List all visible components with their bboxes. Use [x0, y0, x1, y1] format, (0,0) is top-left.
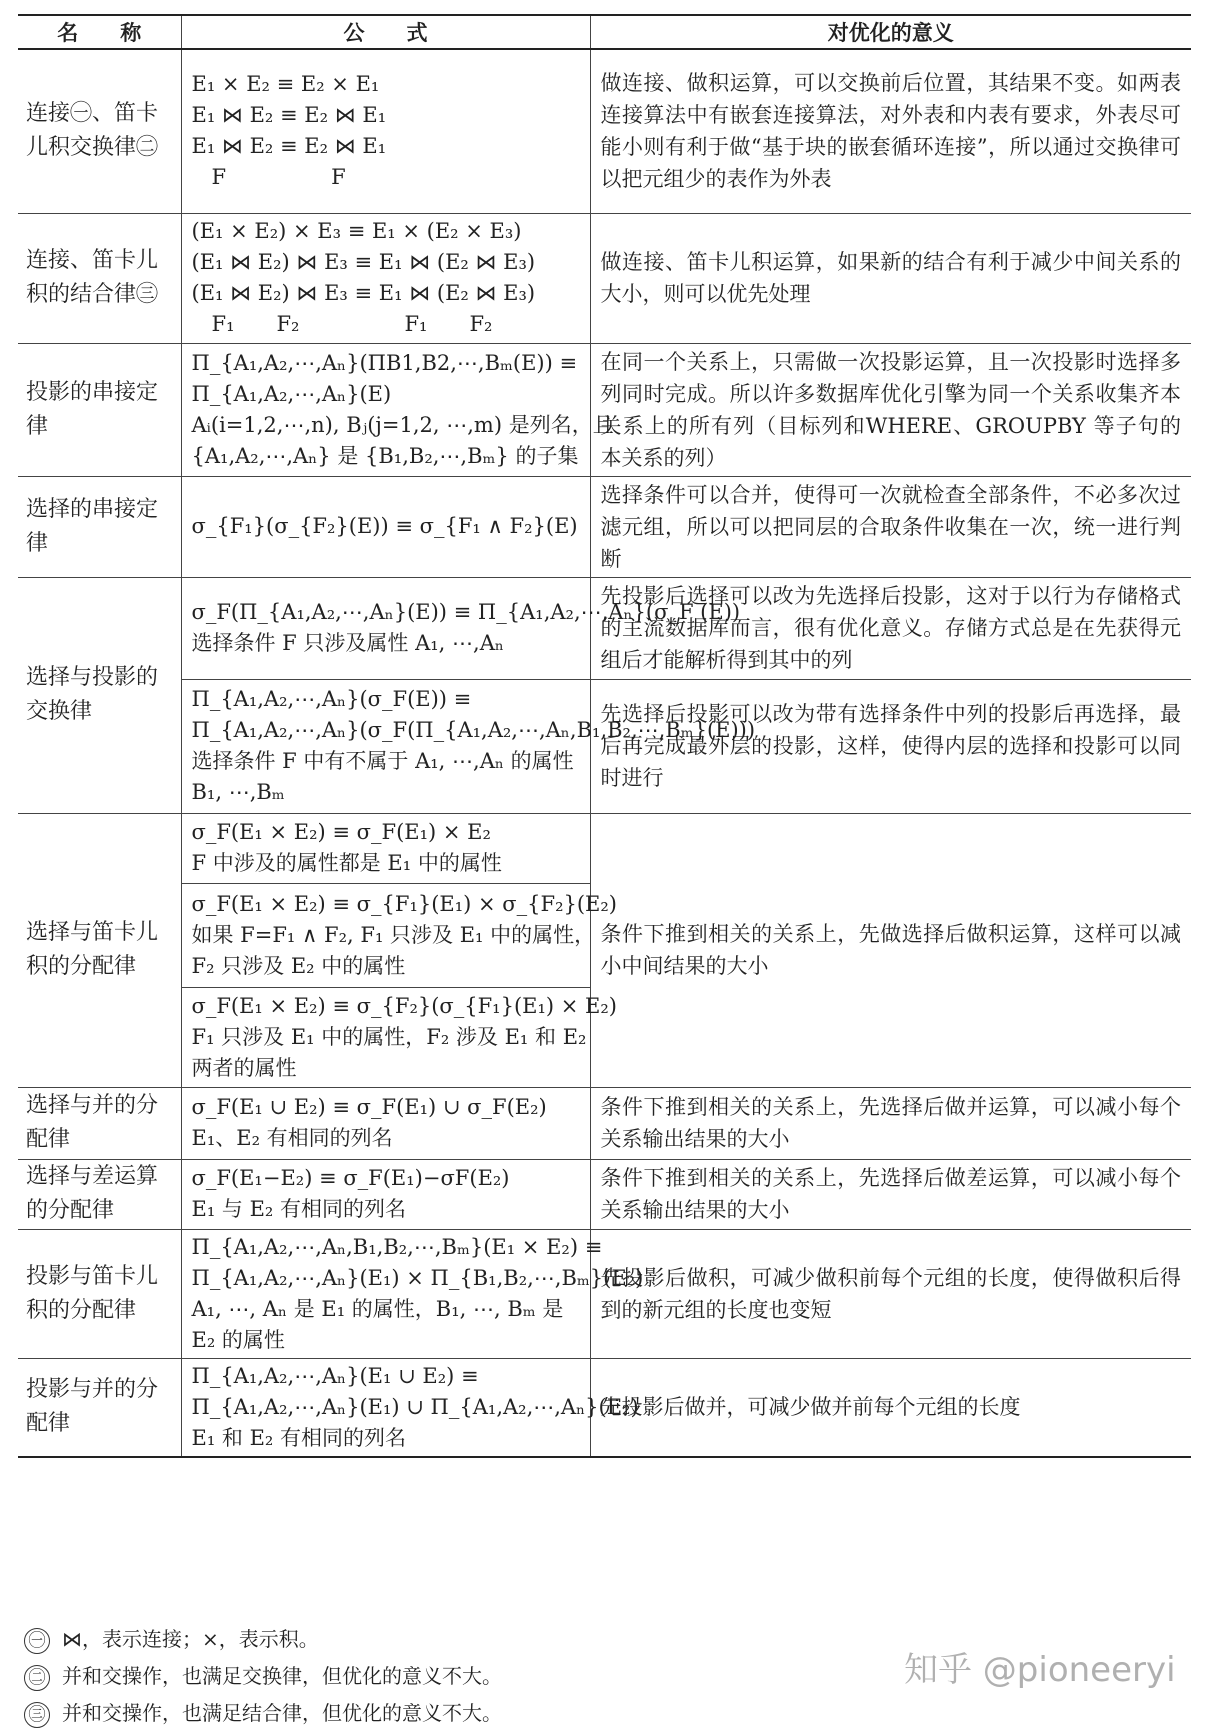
- rule-formula: [181, 679, 756, 813]
- formula-line: σ_F(E₁ × E₂) ≡ σ_{F₂}(σ_{F₁}(E₁) × E₂): [191, 993, 617, 1018]
- formula-line: 选择条件 F 只涉及属性 A₁, ⋯,Aₙ: [191, 631, 504, 655]
- formula-line: (E₁ ⋈ E₂) ⋈ E₃ ≡ E₁ ⋈ (E₂ ⋈ E₃): [191, 250, 536, 274]
- algebra-rules-table: [18, 14, 1191, 1458]
- formula-line: (E₁ ⋈ E₂) ⋈ E₃ ≡ E₁ ⋈ (E₂ ⋈ E₃): [191, 281, 536, 305]
- rule-formula: [181, 987, 617, 1087]
- rule-meaning: 先投影后选择可以改为先选择后投影，这对于以行为存储格式的主流数据库而言，很有优化意义。存储方式总是在先获得元组后才能解析得到其中的列: [590, 577, 1191, 679]
- formula-line: 如果 F=F₁ ∧ F₂, F₁ 只涉及 E₁ 中的属性，: [191, 922, 596, 947]
- rule-meaning: 条件下推到相关的关系上，先做选择后做积运算，这样可以减小中间结果的大小: [590, 813, 1191, 1087]
- footnote: [24, 1623, 319, 1654]
- rule-meaning: 条件下推到相关的关系上，先选择后做并运算，可以减小每个关系输出结果的大小: [590, 1087, 1191, 1159]
- footnote-text: 并和交操作，也满足交换律，但优化的意义不大。: [62, 1664, 502, 1688]
- rule-formula: [181, 1358, 639, 1457]
- footnote-text: ⋈，表示连接；×，表示积。: [62, 1627, 319, 1651]
- rule-meaning: 选择条件可以合并，使得可一次就检查全部条件，不必多次过滤元组，所以可以把同层的合取条件收集在一次，统一进行判断: [590, 476, 1191, 577]
- rule-name: 选择与笛卡儿积的分配律: [18, 813, 181, 1087]
- formula-line: Π_{A₁,A₂,⋯,Aₙ}(E): [191, 381, 392, 406]
- table-row: [18, 1358, 1191, 1457]
- rule-formula: [181, 813, 590, 883]
- formula-line: E₁ × E₂ ≡ E₂ × E₁: [191, 72, 380, 97]
- rule-name: 投影与笛卡儿积的分配律: [18, 1229, 181, 1358]
- formula-line: 选择条件 F 中有不属于 A₁, ⋯,Aₙ 的属性: [191, 749, 574, 773]
- formula-line: Π_{A₁,A₂,⋯,Aₙ}(ΠB1,B2,⋯,Bₘ(E)) ≡: [191, 350, 578, 375]
- formula-line: E₁ ⋈ E₂ ≡ E₂ ⋈ E₁: [191, 103, 387, 128]
- formula-line: Π_{A₁,A₂,⋯,Aₙ,B₁,B₂,⋯,Bₘ}(E₁ × E₂) ≡: [191, 1234, 603, 1259]
- rule-meaning: 先选择后投影可以改为带有选择条件中列的投影后再选择，最后再完成最外层的投影，这样，使得内层的选择和投影可以同时进行: [590, 679, 1191, 813]
- rule-name: 选择与并的分配律: [18, 1087, 181, 1159]
- formula-line: E₂ 的属性: [191, 1327, 285, 1352]
- formula-line: σ_F(E₁ ∪ E₂) ≡ σ_F(E₁) ∪ σ_F(E₂): [191, 1095, 547, 1119]
- formula-line: Aᵢ(i=1,2,⋯,n), Bⱼ(j=1,2, ⋯,m) 是列名，且: [191, 412, 614, 437]
- formula-line: (E₁ × E₂) × E₃ ≡ E₁ × (E₂ × E₃): [191, 219, 522, 243]
- formula-line: {A₁,A₂,⋯,Aₙ} 是 {B₁,B₂,⋯,Bₘ} 的子集: [191, 443, 579, 468]
- rule-name: 投影与并的分配律: [18, 1358, 181, 1457]
- rule-name: 选择与投影的交换律: [18, 577, 181, 813]
- formula-line: B₁, ⋯,Bₘ: [191, 780, 285, 804]
- rule-formula: [181, 1087, 590, 1159]
- footnote: [24, 1660, 502, 1691]
- watermark: 知乎 @pioneeryi: [904, 1650, 1176, 1690]
- rule-formula: [181, 883, 617, 987]
- rule-meaning: 先投影后做并，可减少做并前每个元组的长度: [590, 1358, 1191, 1457]
- footnote-mark: ㊁: [24, 1665, 50, 1691]
- table-row: [18, 213, 1191, 343]
- formula-line: σ_F(E₁ × E₂) ≡ σ_{F₁}(E₁) × σ_{F₂}(E₂): [191, 891, 617, 916]
- header-formula: 公 式: [181, 15, 590, 49]
- table-row: [18, 49, 1191, 213]
- table-row: [18, 1087, 1191, 1159]
- rule-name: 选择与差运算的分配律: [18, 1159, 181, 1229]
- table-row: [18, 476, 1191, 577]
- formula-line: E₁ ⋈ E₂ ≡ E₂ ⋈ E₁: [191, 134, 387, 159]
- header-meaning: 对优化的意义: [590, 15, 1191, 49]
- formula-line: E₁、E₂ 有相同的列名: [191, 1126, 393, 1150]
- rule-meaning: 先投影后做积，可减少做积前每个元组的长度，使得做积后得到的新元组的长度也变短: [590, 1229, 1191, 1358]
- rule-meaning: 在同一个关系上，只需做一次投影运算，且一次投影时选择多列同时完成。所以许多数据库优化引擎为同一个关系收集齐本关系上的所有列（目标列和WHERE、GROUPBY 等子句的本关系的列）: [590, 343, 1191, 476]
- formula-line: A₁, ⋯, Aₙ 是 E₁ 的属性，B₁, ⋯, Bₘ 是: [191, 1296, 564, 1321]
- rule-formula: [181, 49, 590, 213]
- footnote-mark: ㊂: [24, 1702, 50, 1728]
- formula-line: Π_{A₁,A₂,⋯,Aₙ}(E₁ ∪ E₂) ≡: [191, 1363, 479, 1388]
- rule-meaning: 条件下推到相关的关系上，先选择后做差运算，可以减小每个关系输出结果的大小: [590, 1159, 1191, 1229]
- rule-formula: [181, 476, 590, 577]
- rule-meaning: 做连接、笛卡儿积运算，如果新的结合有利于减少中间关系的大小，则可以优先处理: [590, 213, 1191, 343]
- footnote: [24, 1697, 502, 1728]
- formula-line: F 中涉及的属性都是 E₁ 中的属性: [191, 851, 502, 875]
- table-row: [18, 679, 1191, 813]
- formula-line: F₁ 只涉及 E₁ 中的属性，F₂ 涉及 E₁ 和 E₂: [191, 1024, 587, 1049]
- rule-formula: [181, 1159, 590, 1229]
- formula-line: σ_F(E₁ × E₂) ≡ σ_F(E₁) × E₂: [191, 820, 491, 844]
- formula-line: F₂ 只涉及 E₂ 中的属性: [191, 953, 406, 978]
- footnote-text: 并和交操作，也满足结合律，但优化的意义不大。: [62, 1701, 502, 1725]
- formula-line: E₁ 与 E₂ 有相同的列名: [191, 1197, 407, 1221]
- rule-meaning: 做连接、做积运算，可以交换前后位置，其结果不变。如两表连接算法中有嵌套连接算法，对外表和内表有要求，外表尽可能小则有利于做“基于块的嵌套循环连接”，所以通过交换律可以把元组少的表作为外表: [590, 49, 1191, 213]
- rule-name: 连接、笛卡儿积的结合律㊂: [18, 213, 181, 343]
- table-header-row: [18, 15, 1191, 49]
- table-row: [18, 577, 1191, 679]
- rule-formula: [181, 343, 614, 476]
- formula-line: Π_{A₁,A₂,⋯,Aₙ}(E₁) ∪ Π_{A₁,A₂,⋯,Aₙ}(E₂): [191, 1394, 639, 1419]
- formula-line: Π_{A₁,A₂,⋯,Aₙ}(σ_F(E)) ≡: [191, 687, 472, 711]
- table-body: [18, 49, 1191, 1457]
- rule-formula: [181, 1229, 644, 1358]
- formula-line: F F: [211, 165, 346, 190]
- header-name: 名 称: [18, 15, 181, 49]
- rule-name: 连接㊀、笛卡儿积交换律㊁: [18, 49, 181, 213]
- rule-formula: [181, 213, 590, 343]
- rule-formula: [181, 577, 741, 679]
- formula-line: F₁ F₂ F₁ F₂: [211, 312, 493, 336]
- formula-line: σ_F(Π_{A₁,A₂,⋯,Aₙ}(E)) ≡ Π_{A₁,A₂,⋯,Aₙ}(σ_F (E)): [191, 600, 741, 624]
- footnote-mark: ㊀: [24, 1628, 50, 1654]
- table-row: [18, 1159, 1191, 1229]
- rule-name: 投影的串接定律: [18, 343, 181, 476]
- formula-line: σ_F(E₁−E₂) ≡ σ_F(E₁)−σF(E₂): [191, 1166, 510, 1190]
- formula-line: 两者的属性: [191, 1055, 297, 1080]
- rule-name: 选择的串接定律: [18, 476, 181, 577]
- table-row: [18, 813, 1191, 883]
- table-row: [18, 343, 1191, 476]
- formula-line: Π_{A₁,A₂,⋯,Aₙ}(E₁) × Π_{B₁,B₂,⋯,Bₘ}(E₂): [191, 1265, 644, 1290]
- table-row: [18, 1229, 1191, 1358]
- formula-line: Π_{A₁,A₂,⋯,Aₙ}(σ_F(Π_{A₁,A₂,⋯,Aₙ,B₁,B₂,⋯,Bₘ}(E))): [191, 718, 756, 742]
- formula-line: σ_{F₁}(σ_{F₂}(E)) ≡ σ_{F₁ ∧ F₂}(E): [191, 514, 578, 538]
- formula-line: E₁ 和 E₂ 有相同的列名: [191, 1425, 407, 1450]
